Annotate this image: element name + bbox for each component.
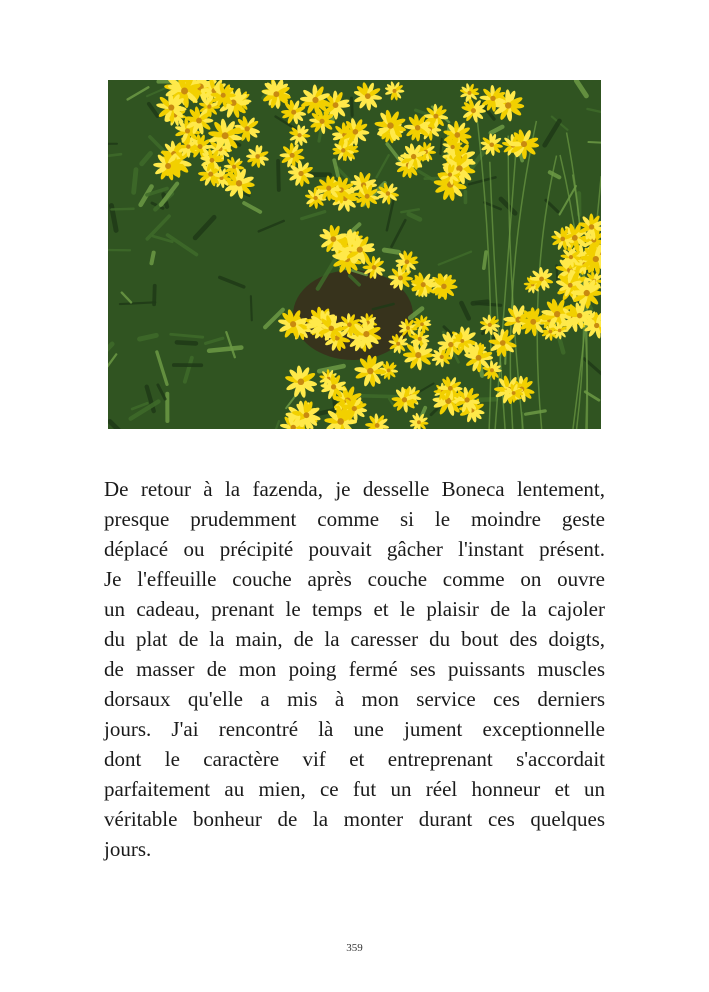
flower-center [298,171,303,176]
flower-center [454,132,460,138]
flower-center [273,91,279,97]
paragraph-line: du plat de la main, de la caresser du bout des doigts, [104,627,605,651]
flower-center [245,126,250,131]
flower-center [337,418,344,425]
leaf-stroke [384,250,398,252]
flower-center [168,104,174,110]
paragraph-line: un cadeau, prenant le temps et le plaisir de la cajoler [104,597,605,621]
flower-center [365,194,370,199]
flower-center [418,337,422,341]
flower-center [488,323,492,327]
flower-center [500,340,506,346]
flower-center [290,153,295,158]
flower-center [460,339,464,343]
paragraph-line: jours. J'ai rencontré là une jument exceptionnelle [104,717,605,741]
flower-center [352,406,357,411]
leaf-stroke [209,348,241,351]
flower-center [554,311,560,317]
flower-photo [108,80,601,429]
paragraph-line: parfaitement au mien, ce fut un réel honneur et un [104,777,605,801]
flower-center [208,172,213,177]
flower-center [539,277,544,282]
flower-center [415,125,420,130]
flower-center [255,154,260,159]
flower-center [433,114,438,119]
body-paragraph [104,474,605,864]
paragraph-line: de masser de mon poing fermé ses puissants muscles [104,657,605,681]
flower-center [490,368,494,372]
flower-center [415,352,421,358]
flower-center [341,148,345,152]
flower-center [398,275,403,280]
flower-center [313,196,317,200]
flower-center [417,420,421,424]
paragraph-line: De retour à la fazenda, je desselle Boneca lentement, [104,477,605,501]
flower-center [558,329,562,333]
flower-center [560,237,565,242]
flower-center [186,144,190,148]
flower-center [548,330,552,334]
flower-center [375,423,380,428]
flower-center [329,326,334,331]
leaf-stroke [152,253,154,264]
flower-center [593,256,599,262]
flower-center [207,104,211,108]
paragraph-line: presque prudemment comme si le moindre geste [104,507,605,531]
paragraph-line: véritable bonheur de la monter durant ces quelques [104,807,605,831]
flower-center [396,342,400,346]
flower-center [363,331,369,337]
flower-center [367,368,373,374]
flower-center [326,186,331,191]
flower-center [298,378,305,385]
flower-center [386,191,391,196]
leaf-stroke [473,302,488,304]
flower-center [530,319,536,325]
flower-center [448,386,453,391]
flower-center [290,321,296,327]
flower-center [196,118,202,124]
flower-center [471,108,476,113]
flower-center [303,412,309,418]
flower-center [297,133,301,137]
leaf-stroke [352,98,353,115]
flower-center [594,323,599,328]
flower-center [291,110,296,115]
flower-center [181,88,188,95]
flower-center [331,384,336,389]
paragraph-line: Je l'effeuille couche après couche comme on ouvre [104,567,605,591]
paragraph-line: déplacé ou précipité pouvait gâcher l'instant présent. [104,537,605,561]
flower-center [210,158,215,163]
flower-center [353,129,359,135]
flower-center [405,260,410,265]
flower-center [448,172,452,176]
flower-center [589,224,594,229]
flower-center [319,119,324,124]
paragraph-line: dorsaux qu'elle a mis à mon service ces derniers [104,687,605,711]
flower-center [464,397,469,402]
flower-center [347,322,352,327]
leaf-stroke [484,252,486,268]
flower-center [236,180,242,186]
flower-center [372,265,377,270]
flower-center [365,93,371,99]
flower-center [222,132,229,139]
flower-center [441,284,446,289]
yellow-flowers-image [108,80,601,429]
flower-center [490,96,495,101]
flower-center [421,282,426,287]
flower-center [406,326,410,330]
flower-center [312,97,318,103]
flower-center [467,91,471,95]
flower-center [357,247,363,253]
leaf-stroke [440,139,441,154]
flower-center [577,313,582,318]
leaf-stroke [111,209,133,210]
flower-center [440,355,444,359]
flower-center [505,102,511,108]
flower-center [185,128,190,133]
leaf-stroke [588,142,601,143]
flower-center [451,145,455,149]
flower-center [387,122,393,128]
leaf-stroke [134,170,136,193]
flower-center [232,165,236,169]
flower-center [476,355,482,361]
flower-center [221,93,226,98]
flower-center [569,255,573,259]
flower-center [521,141,527,147]
flower-center [489,142,494,147]
flower-center [420,322,424,326]
leaf-stroke [361,396,396,397]
flower-center [393,89,397,93]
flower-center [165,163,171,169]
flower-center [512,391,516,395]
flower-center [568,283,573,288]
flower-center [333,102,339,108]
flower-center [330,236,336,242]
leaf-stroke [278,161,279,190]
leaf-stroke [251,296,252,320]
page-number: 359 [346,942,363,954]
flower-center [584,290,590,296]
flower-center [387,368,391,372]
flower-center [411,154,416,159]
leaf-stroke [177,342,196,343]
paragraph-line: dont le caractère vif et entreprenant s'accordait [104,747,605,771]
flower-center [402,397,407,402]
paragraph-line: jours. [104,837,152,861]
flower-center [448,342,453,347]
